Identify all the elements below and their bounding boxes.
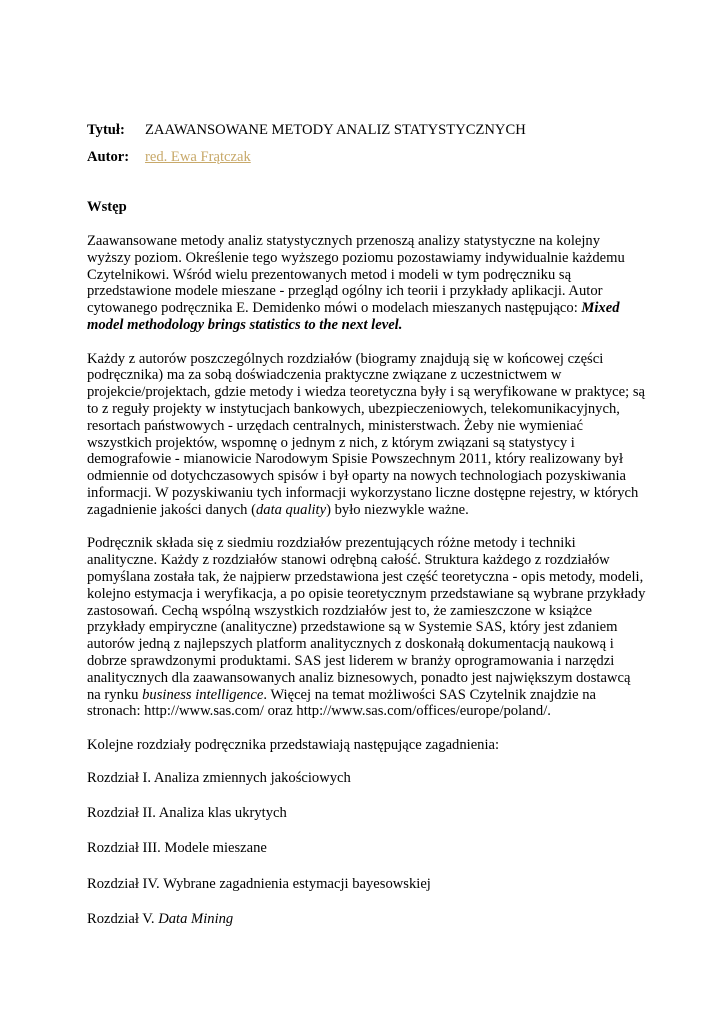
chapter-item-5: [87, 911, 431, 928]
chapter-5-title: Data Mining: [158, 910, 234, 927]
title-line: [87, 121, 526, 139]
quote-text: Mixed model methodology brings statistics to the next level.: [87, 300, 620, 333]
paragraph-1-text: Zaawansowane metody analiz statystycznych przenoszą analizy statystyczne na kolejny wyższy poziom. Określenie tego wyższego poziomu pozostawiamy indywidualnie każdemu Czytelnikowi. Wśród wielu prezentowanych metod i modeli w tym podręczniku są przedstawione modele mieszane - przegląd ogólny ich teorii i przykłady aplikacji. Autor cytowanego podręcznika E. Demidenko mówi o modelach mieszanych następująco:: [87, 233, 625, 317]
chapter-list: [87, 770, 431, 946]
body-text: [87, 233, 647, 771]
chapter-5-prefix: Rozdział V.: [87, 910, 159, 927]
title-label: Tytuł:: [87, 122, 125, 138]
chapter-item-2: Rozdział II. Analiza klas ukrytych: [87, 805, 287, 822]
author-label: Autor:: [87, 149, 130, 165]
paragraph-1: [87, 233, 647, 334]
paragraph-3-text: Podręcznik składa się z siedmiu rozdziałów prezentujących różne metody i techniki analityczne. Każdy z rozdziałów stanowi odrębną całość. Struktura każdego z rozdziałów pomyślana została tak, że najpierw przedstawiona jest część teoretyczna - opis metody, modeli, kolejno estymacja i weryfikacja, a po opisie teoretycznym przedstawiane są wybrane przykłady zastosowań. Cechą wspólną wszystkich rozdziałów jest to, że zamieszczone w książce przykłady empiryczne (analityczne) przedstawione są w Systemie SAS, który jest zdaniem autorów jedną z najlepszych platform analitycznych z doskonałą dokumentacją naukową i dobrze sprawdzonymi produktami. SAS jest liderem w branży oprogramowania i narzędzi analitycznych dla zaawansowanych analiz biznesowych, ponadto jest największym dostawcą na rynku: [87, 535, 646, 703]
business-intelligence-term: business intelligence: [142, 686, 264, 703]
chapter-item-4: Rozdział IV. Wybrane zagadnienia estymacji bayesowskiej: [87, 875, 431, 892]
paragraph-2: [87, 351, 647, 519]
chapter-item-1: Rozdział I. Analiza zmiennych jakościowych: [87, 770, 351, 786]
data-quality-term: data quality: [255, 501, 327, 518]
paragraph-2-end: ) było niezwykle ważne.: [326, 501, 469, 518]
author-line: [87, 148, 251, 166]
chapter-item-3: Rozdział III. Modele mieszane: [87, 840, 267, 857]
section-heading: Wstęp: [87, 199, 127, 215]
paragraph-3-end: . Więcej na temat możliwości SAS Czytelnik znajdzie na stronach: http://www.sas.com/ oraz http://www.sas.com/offices/europe/poland/.: [87, 686, 596, 720]
paragraph-3: [87, 535, 647, 720]
author-link[interactable]: red. Ewa Frątczak: [145, 149, 251, 165]
paragraph-4: Kolejne rozdziały podręcznika przedstawiają następujące zagadnienia:: [87, 736, 500, 753]
paragraph-2-text: Każdy z autorów poszczególnych rozdziałów (biogramy znajdują się w końcowej części podręcznika) ma za sobą doświadczenia praktyczne związane z uczestnictwem w projekcie/projektach, gdzie metody i wiedza teoretyczna były i są weryfikowane w praktyce; są to z reguły projekty w instytucjach bankowych, ubezpieczeniowych, telekomunikacyjnych, resortach państwowych - urzędach centralnych, ministerstwach. Żeby nie wymieniać wszystkich projektów, wspomnę o jednym z nich, z którym związani są statystycy i demografowie - mianowicie Narodowym Spisie Powszechnym 2011, który realizowany był odmiennie od dotychczasowych spisów i był oparty na nowych technologiach pozyskiwania informacji. W pozyskiwaniu tych informacji wykorzystano liczne dostępne rejestry, w których zagadnienie jakości danych (: [87, 350, 645, 518]
title-value: ZAAWANSOWANE METODY ANALIZ STATYSTYCZNYCH: [145, 122, 526, 138]
